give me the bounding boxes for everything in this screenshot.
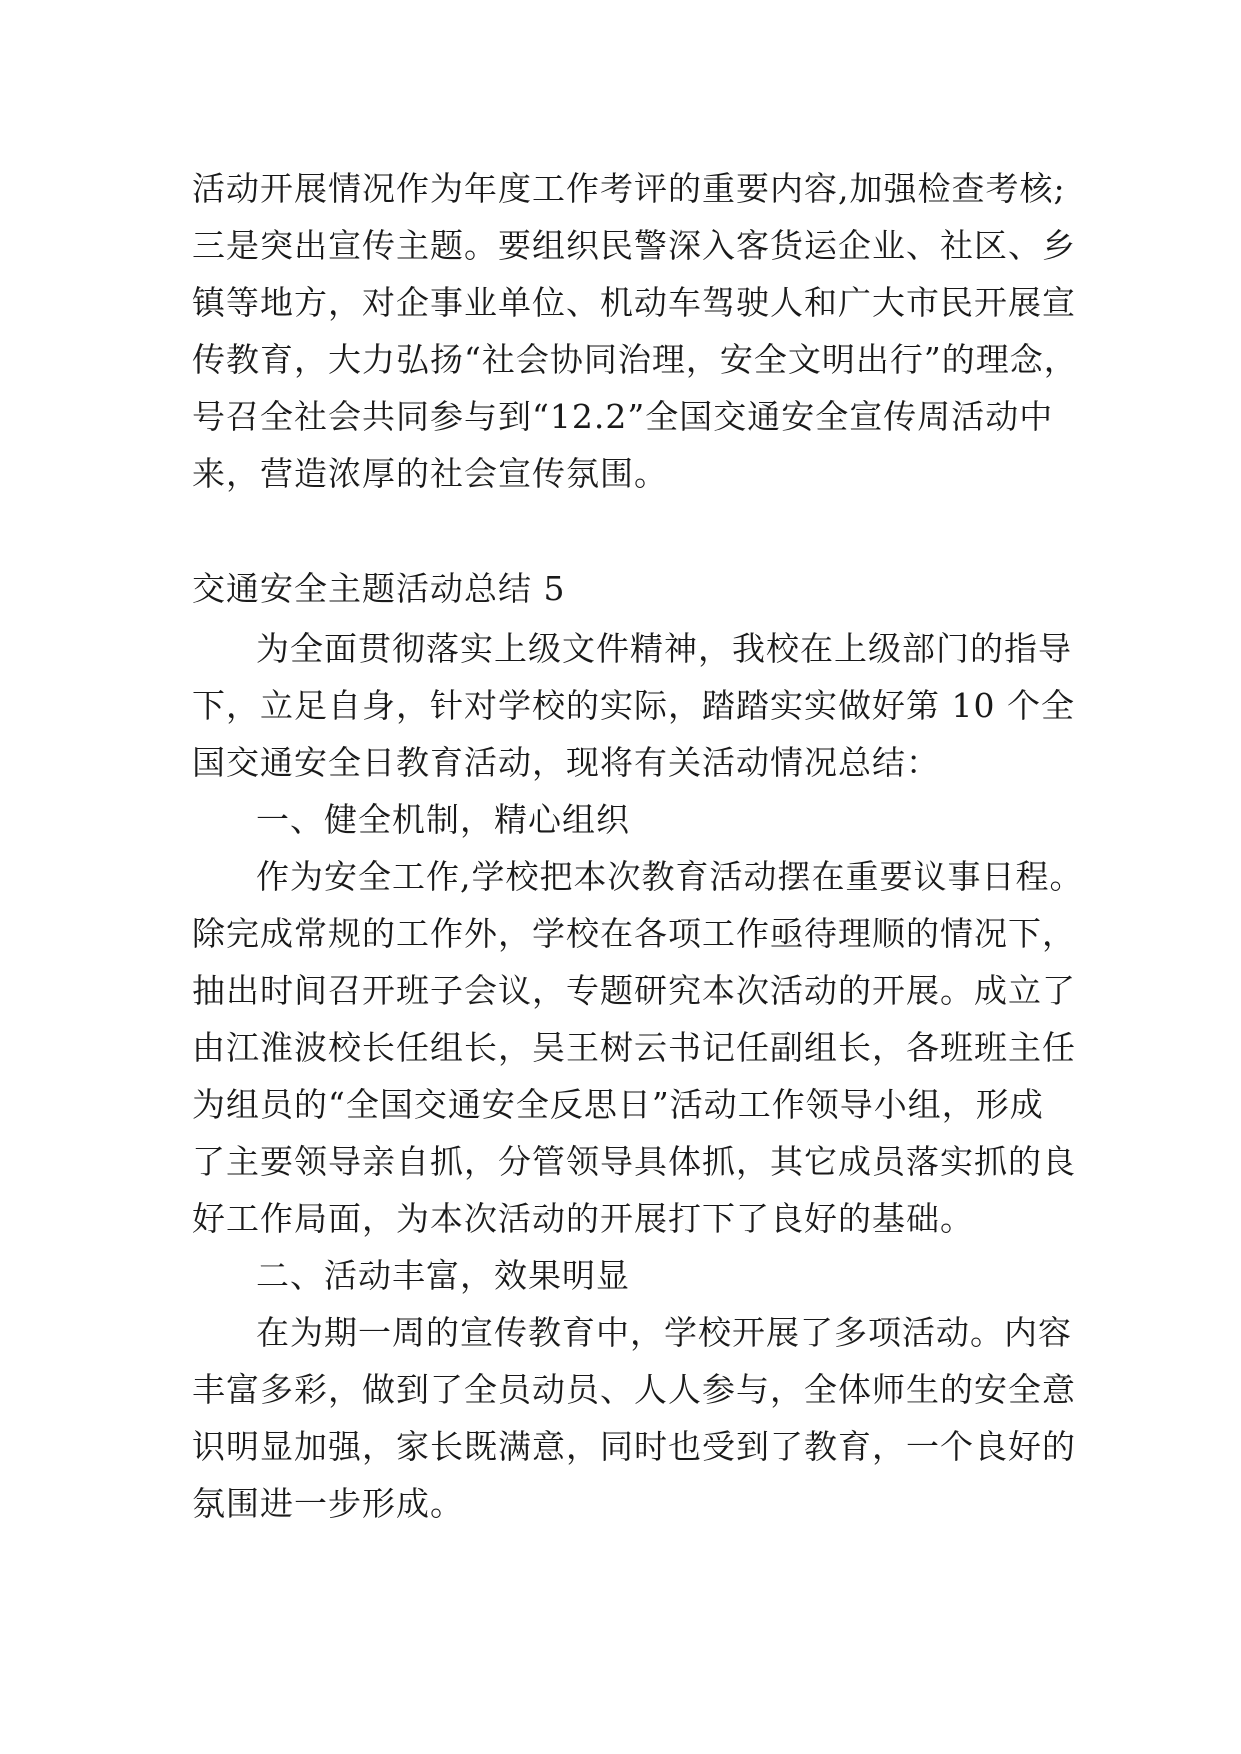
section-line: 二、活动丰富，效果明显 <box>256 1256 630 1295</box>
previous-paragraph <box>192 160 1078 502</box>
section-line: 为组员的“全国交通安全反思日”活动工作领导小组，形成 <box>192 1085 1044 1124</box>
section-body <box>192 620 1084 1532</box>
section-line: 下，立足自身，针对学校的实际，踏踏实实做好第 10 个全 <box>192 686 1075 725</box>
section-line: 国交通安全日教育活动，现将有关活动情况总结： <box>192 743 940 782</box>
section-title <box>192 560 1072 617</box>
section-line: 抽出时间召开班子会议，专题研究本次活动的开展。成立了 <box>192 971 1076 1010</box>
section-line: 氛围进一步形成。 <box>192 1484 464 1523</box>
paragraph-line: 传教育，大力弘扬“社会协同治理，安全文明出行”的理念， <box>192 340 1078 379</box>
section-line: 丰富多彩，做到了全员动员、人人参与，全体师生的安全意 <box>192 1370 1076 1409</box>
section-line: 好工作局面，为本次活动的开展打下了良好的基础。 <box>192 1199 974 1238</box>
paragraph-line: 号召全社会共同参与到“12.2”全国交通安全宣传周活动中 <box>192 397 1054 436</box>
section-line: 为全面贯彻落实上级文件精神，我校在上级部门的指导 <box>256 629 1072 668</box>
paragraph-line: 三是突出宣传主题。要组织民警深入客货运企业、社区、乡 <box>192 226 1076 265</box>
section-line: 识明显加强，家长既满意，同时也受到了教育，一个良好的 <box>192 1427 1076 1466</box>
section-line: 由江淮波校长任组长，吴王树云书记任副组长，各班班主任 <box>192 1028 1076 1067</box>
section-line: 了主要领导亲自抓，分管领导具体抓，其它成员落实抓的良 <box>192 1142 1076 1181</box>
paragraph-line: 活动开展情况作为年度工作考评的重要内容,加强检查考核; <box>192 169 1066 208</box>
section-title-text: 交通安全主题活动总结 5 <box>192 569 566 608</box>
section-line: 作为安全工作,学校把本次教育活动摆在重要议事日程。 <box>256 857 1084 896</box>
section-line: 在为期一周的宣传教育中，学校开展了多项活动。内容 <box>256 1313 1072 1352</box>
section-line: 除完成常规的工作外，学校在各项工作亟待理顺的情况下， <box>192 914 1076 953</box>
section-line: 一、健全机制，精心组织 <box>256 800 630 839</box>
paragraph-line: 来，营造浓厚的社会宣传氛围。 <box>192 454 668 493</box>
paragraph-line: 镇等地方，对企事业单位、机动车驾驶人和广大市民开展宣 <box>192 283 1076 322</box>
